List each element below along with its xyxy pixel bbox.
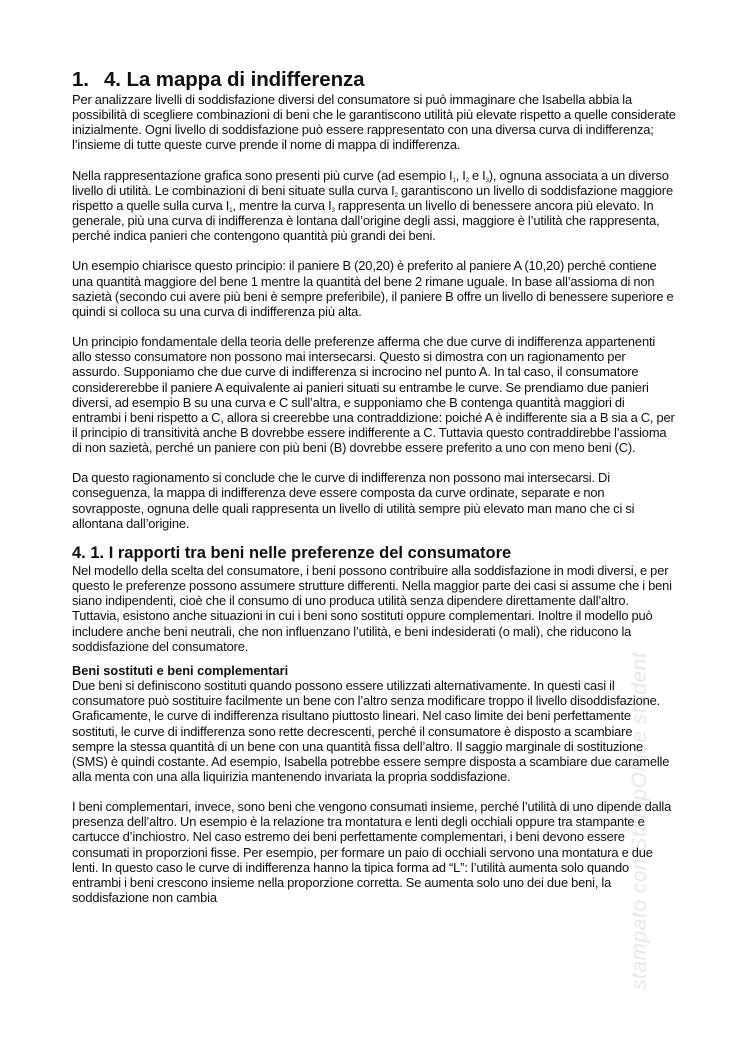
subsubsection-heading: Beni sostituti e beni complementari: [72, 662, 289, 678]
subscript: 3: [331, 207, 335, 214]
text-run: , I: [455, 167, 466, 183]
document-page: [72, 68, 676, 905]
paragraph-non-intersection: Un principio fondamentale della teoria delle preferenze afferma che due curve di indifferenza appartenenti allo stesso consumatore non possono mai intersecarsi. Questo si dimostra con un ragionamento per assurdo. Supponiamo che due curve di indifferenza si incrocino nel punto A. In tal caso, il consumatore considererebbe il paniere A equivalente ai panieri situati su entrambe le curve. Se prendiamo due panieri diversi, ad esempio B su una curva e C sull’altra, e supponiamo che B contenga quantità maggiori di entrambi i beni rispetto a C, allora si creerebbe una contraddizione: poiché A è indifferente sia a B sia a C, per il principio di transitività anche B dovrebbe essere indifferente a C. Tuttavia questo contraddirebbe l’assioma di non sazietà, perché un paniere con più beni (B) dovrebbe essere preferito a uno con meno beni (C).: [72, 334, 675, 456]
subscript: 3: [485, 177, 489, 184]
subscript: 2: [394, 192, 398, 199]
subscript: 2: [465, 177, 469, 184]
section-title: 4. La mappa di indifferenza: [104, 68, 365, 91]
subscript: 1: [452, 177, 456, 184]
paragraph-complements: I beni complementari, invece, sono beni che vengono consumati insieme, perché l’utilità di uno dipende dalla presenza dell’altro. Un esempio è la relazione tra montatura e lenti degli occhiali oppure tra stampante e cartucce d’inchiostro. Nel caso estremo dei beni perfettamente complementari, i beni devono essere consumati in proporzioni fisse. Per esempio, per formare un paio di occhiali servono una montatura e due lenti. In questo caso le curve di indifferenza hanno la tipica forma ad “L”: l’utilità aumenta solo quando entrambi i beni crescono insieme nella proporzione corretta. Se aumenta solo uno dei due beni, la soddisfazione non cambia: [72, 799, 672, 906]
paragraph-substitutes: Due beni si definiscono sostituti quando possono essere utilizzati alternativamente. In questi casi il consumatore può sostituire facilmente un bene con l’altro senza modificare troppo il livello disoddisfazione. Graficamente, le curve di indifferenza risultano piuttosto lineari. Nel caso limite dei beni perfettamente sostituti, le curve di indifferenza sono rette decrescenti, perché il consumatore è disposto a scambiare sempre la stessa quantità di un bene con una quantità fissa dell’altro. Il saggio marginale di sostituzione (SMS) è quindi costante. Ad esempio, Isabella potrebbe essere sempre disposta a scambiare due caramelle alla menta con una alla liquirizia mantenendo invariata la propria soddisfazione.: [72, 678, 670, 784]
paragraph-intro: Per analizzare livelli di soddisfazione diversi del consumatore si può immaginare che Isabella abbia la possibilità di scegliere combinazioni di beni che le garantiscono utilità più elevate rispetto a quelle considerate inizialmente. Ogni livello di soddisfazione può essere rappresentato con una diversa curva di indifferenza; l’insieme di tutte queste curve prende il nome di mappa di indifferenza.: [72, 92, 676, 153]
paragraph-conclusion: Da questo ragionamento si conclude che le curve di indifferenza non possono mai intersecarsi. Di conseguenza, la mappa di indifferenza deve essere composta da curve ordinate, separate e non sovrapposte, ognuna delle quali rappresenta un livello di utilità sempre più elevato man mano che ci si allontana dall’origine.: [72, 470, 635, 531]
text-run: e I: [468, 167, 486, 183]
paragraph-curves: [72, 168, 676, 244]
subsection-heading: 4. 1. I rapporti tra beni nelle preferenze del consumatore: [72, 543, 512, 562]
section-number: 1.: [72, 68, 89, 91]
watermark: stampato con StampOffice student: [628, 651, 651, 990]
subscript: 1: [229, 207, 233, 214]
text-run: rappresenta un livello di benessere ancora più elevato. In generale, più una curva di indifferenza è lontana dall’origine degli assi, maggiore è l’utilità che rappresenta, perché indica panieri che contengono quantità più grandi dei beni.: [72, 197, 660, 244]
paragraph-example: Un esempio chiarisce questo principio: il paniere B (20,20) è preferito al paniere A (10,20) perché contiene una quantità maggiore del bene 1 mentre la quantità del bene 2 rimane uguale. In base all’assioma di non sazietà (secondo cui avere più beni è sempre preferibile), il paniere B offre un livello di benessere superiore e quindi si colloca su una curva di indifferenza più alta.: [72, 258, 674, 319]
paragraph-subsection-intro: Nel modello della scelta del consumatore, i beni possono contribuire alla soddisfazione in modi diversi, e per questo le preferenze possono assumere strutture differenti. Nella maggior parte dei casi si assume che i beni siano indipendenti, cioè che il consumo di uno produca utilità senza dipendere direttamente dall’altro. Tuttavia, esistono anche situazioni in cui i beni sono sostituti oppure complementari. Inoltre il modello può includere anche beni neutrali, che non influenzano l’utilità, e beni indesiderati (o mali), che riducono la soddisfazione del consumatore.: [72, 562, 672, 654]
text-run: garantiscono un livello di soddisfazione maggiore rispetto a quelle sulla curva I: [72, 182, 673, 213]
text-run: ), ognuna associata a un diverso livello di utilità. Le combinazioni di beni situate sulla curva I: [72, 167, 669, 198]
text-run: Nella rappresentazione grafica sono presenti più curve (ad esempio I: [72, 167, 453, 183]
section-heading: [72, 68, 676, 92]
text-run: , mentre la curva I: [232, 197, 332, 213]
